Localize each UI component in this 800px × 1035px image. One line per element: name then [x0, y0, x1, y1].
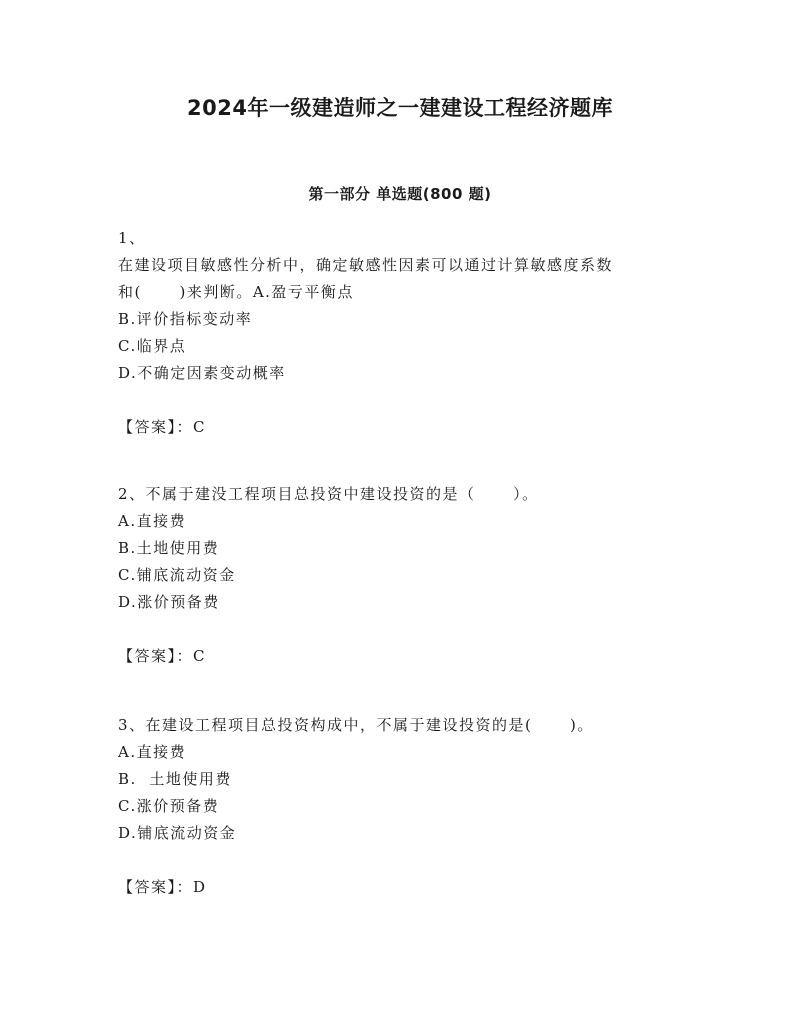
answer-label: 【答案】： — [118, 878, 194, 896]
section-title: 第一部分 单选题(800 题) — [308, 185, 492, 203]
answer-value: C — [193, 647, 206, 665]
answer-line — [118, 874, 678, 901]
question-stem: 2、不属于建没工程项目总投资中建设投资的是（ ）。 — [118, 485, 539, 503]
option-c: C.铺底流动资金 — [118, 566, 236, 584]
answer-value: C — [193, 418, 206, 436]
option-b: B.土地使用费 — [118, 539, 220, 557]
question-number: 1、 — [118, 229, 146, 247]
option-a: A.直接费 — [118, 512, 187, 530]
answer-value: D — [193, 878, 207, 896]
option-c: C.临界点 — [118, 337, 187, 355]
option-d: D.铺底流动资金 — [118, 824, 237, 842]
option-b: B. 土地使用费 — [118, 770, 232, 788]
option-a: A.直接费 — [118, 743, 187, 761]
answer-label: 【答案】： — [118, 647, 194, 665]
option-b: B.评价指标变动率 — [118, 310, 253, 328]
option-d: D.涨价预备费 — [118, 593, 220, 611]
option-d: D.不确定因素变动概率 — [118, 364, 286, 382]
option-c: C.涨价预备费 — [118, 797, 220, 815]
question-stem: 3、在建设工程项目总投资构成中，不属于建设投资的是( )。 — [118, 716, 594, 734]
question-2 — [118, 481, 678, 670]
answer-label: 【答案】： — [118, 418, 194, 436]
answer-line — [118, 643, 678, 670]
question-1 — [118, 225, 678, 441]
question-stem-line: 在建设项目敏感性分析中，确定敏感性因素可以通过计算敏感度系数 — [118, 256, 614, 274]
document-title: 2024年一级建造师之一建建设工程经济题库 — [187, 96, 613, 120]
question-stem-line: 和( )来判断。A.盈亏平衡点 — [118, 283, 354, 301]
question-3 — [118, 712, 678, 901]
answer-line — [118, 414, 678, 441]
